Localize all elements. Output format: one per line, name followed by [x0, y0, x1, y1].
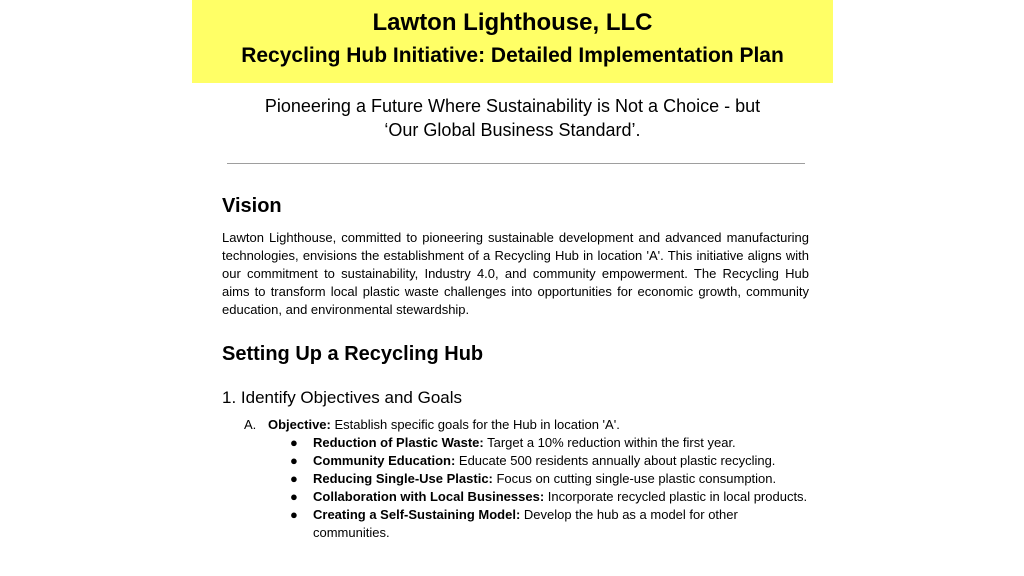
objective-item	[244, 416, 620, 434]
bullet-icon: ●	[290, 471, 298, 486]
setup-heading: Setting Up a Recycling Hub	[222, 343, 484, 365]
objective-label: Objective:	[268, 417, 331, 432]
bullet-icon: ●	[290, 453, 298, 468]
goal-text: Target a 10% reduction within the first year.	[483, 435, 736, 450]
vision-paragraph: Lawton Lighthouse, committed to pioneering sustainable development and advanced manufacturing technologies, envisions the establishment of a Recycling Hub in location 'A'. This initiative aligns with our commitment to sustainability, Industry 4.0, and community empowerment. The Recycling Hub aims to transform local plastic waste challenges into opportunities for economic growth, community education, and environmental stewardship.	[222, 230, 809, 317]
objective-marker: A.	[244, 417, 257, 432]
list-item	[290, 452, 820, 470]
goal-text: Develop the hub as a model for other communities.	[313, 507, 738, 540]
list-item	[290, 488, 820, 506]
objective-text: Establish specific goals for the Hub in location 'A'.	[330, 417, 620, 432]
goal-label: Community Education:	[313, 453, 456, 468]
tagline-line-2: ‘Our Global Business Standard’.	[384, 120, 641, 140]
vision-heading: Vision	[222, 195, 282, 217]
goal-label: Creating a Self-Sustaining Model:	[313, 507, 521, 522]
step-heading: 1. Identify Objectives and Goals	[222, 388, 463, 407]
goal-label: Reducing Single-Use Plastic:	[313, 471, 493, 486]
list-item	[290, 506, 820, 542]
list-item	[290, 434, 820, 452]
tagline	[192, 94, 833, 142]
tagline-line-1: Pioneering a Future Where Sustainability is Not a Choice - but	[264, 96, 761, 116]
goal-text: Incorporate recycled plastic in local products.	[544, 489, 808, 504]
title-banner	[192, 0, 833, 83]
bullet-icon: ●	[290, 507, 298, 522]
goal-label: Reduction of Plastic Waste:	[313, 435, 484, 450]
bullet-icon: ●	[290, 435, 298, 450]
list-item	[290, 470, 820, 488]
bullet-icon: ●	[290, 489, 298, 504]
goal-text: Educate 500 residents annually about plastic recycling.	[455, 453, 776, 468]
section-divider	[227, 163, 805, 164]
goal-label: Collaboration with Local Businesses:	[313, 489, 545, 504]
plan-title: Recycling Hub Initiative: Detailed Implementation Plan	[241, 44, 784, 67]
goals-list	[290, 434, 820, 542]
company-name: Lawton Lighthouse, LLC	[372, 9, 653, 36]
goal-text: Focus on cutting single-use plastic consumption.	[492, 471, 777, 486]
